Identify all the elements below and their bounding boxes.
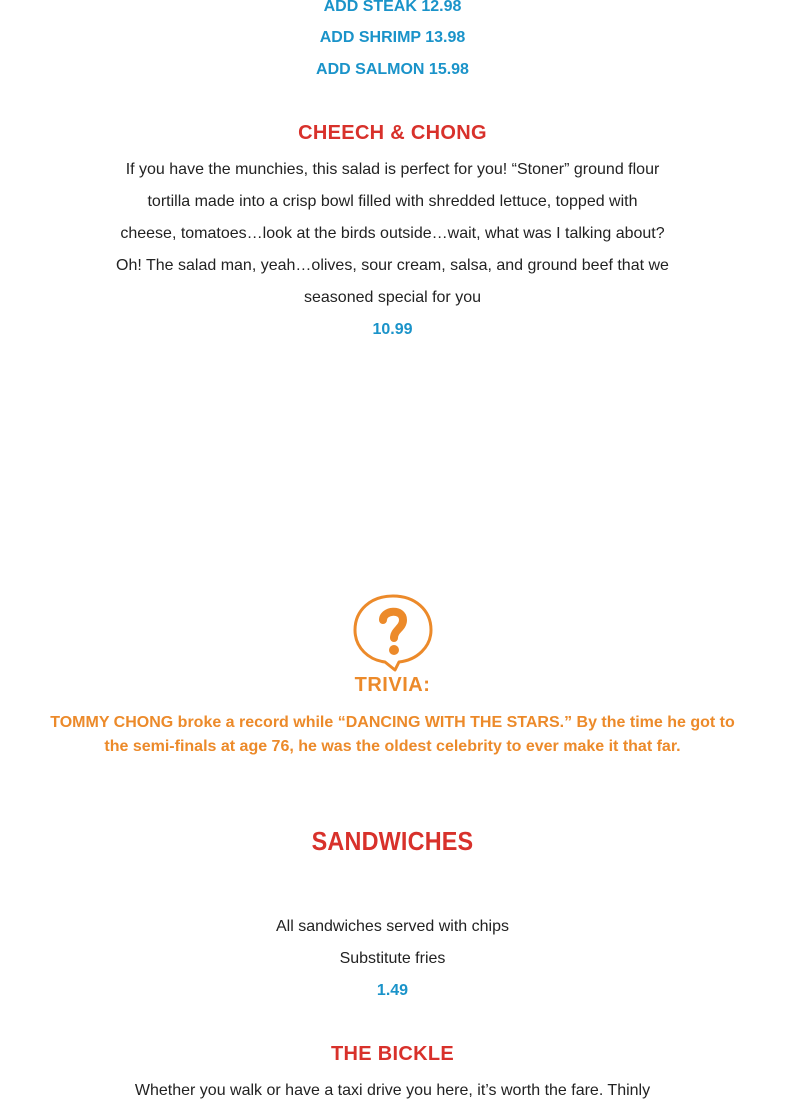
menu-item-description-line: Whether you walk or have a taxi drive you here, it’s worth the fare. Thinly xyxy=(134,1082,651,1099)
addon-salmon: ADD SALMON 15.98 xyxy=(316,61,469,78)
menu-item-price: 10.99 xyxy=(372,321,413,338)
menu-item-title-the-bickle: THE BICKLE xyxy=(331,1043,454,1065)
menu-item-title-cheech-chong: CHEECH & CHONG xyxy=(298,122,487,144)
sandwiches-substitute-price: 1.49 xyxy=(376,982,409,999)
sandwiches-substitute: Substitute fries xyxy=(339,950,446,967)
section-title-sandwiches: SANDWICHES xyxy=(311,826,474,856)
menu-item-description-line: tortilla made into a crisp bowl filled with shredded lettuce, topped with xyxy=(147,193,638,210)
sandwiches-note: All sandwiches served with chips xyxy=(276,918,509,935)
trivia-title: TRIVIA: xyxy=(354,674,431,696)
addon-shrimp: ADD SHRIMP 13.98 xyxy=(319,29,466,46)
menu-item-description-line: cheese, tomatoes…look at the birds outside…wait, what was I talking about? xyxy=(120,225,665,242)
question-bubble-icon xyxy=(351,592,435,672)
addon-steak: ADD STEAK 12.98 xyxy=(323,0,462,15)
trivia-text-line: TOMMY CHONG broke a record while “DANCING WITH THE STARS.” By the time he got to xyxy=(50,714,735,731)
menu-item-description-line: seasoned special for you xyxy=(304,289,481,306)
menu-item-description-line: If you have the munchies, this salad is perfect for you! “Stoner” ground flour xyxy=(125,161,660,178)
menu-item-description-line: Oh! The salad man, yeah…olives, sour cream, salsa, and ground beef that we xyxy=(116,257,669,274)
trivia-text-line: the semi-finals at age 76, he was the oldest celebrity to ever make it that far. xyxy=(104,738,681,755)
